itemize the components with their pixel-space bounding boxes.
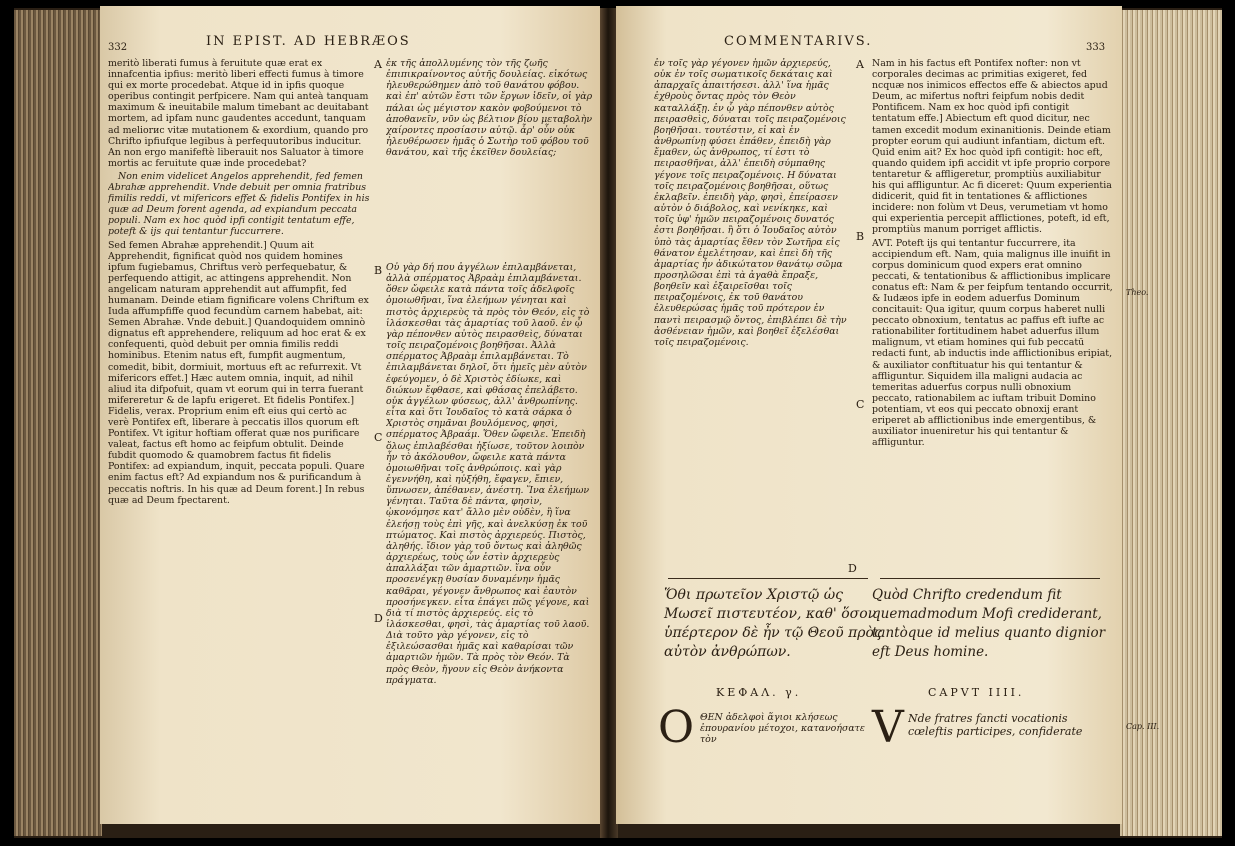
latin-paragraph: Sed femen Abrahæ apprehendit.] Quum ait Apprehendit, fignificat quòd nos quidem homines ipfum fugiebamus, Chriftus verò perfequebatur, & perfequendo attigit, ac attingens apprehendit. Non angelicam naturam apprehendit aut affumpfit, fed humanam. Deinde etiam fignificare volens Chriftum ex Iuda affumpfiffe quod fecundùm carnem habebat, ait: Semen Abrahæ. Vnde debuit.] Quandoquidem omninò dignatus eft apprehendere, reliquum ad hoc erat & ex confequenti, quòd debuit per omnia fimilis reddi hominibus. Etenim natus eft, fumpfit augmentum, comedit, bibit, dormiuit, mortuus eft ac refurrexit. Vt mifericors effet.] Hæc autem omnia, inquit, ad nihil aliud ita difpofuit, quam vt eorum qui in terra fuerant mifereretur & de lapfu erigeret. Et fidelis Pontifex.] Fidelis, verax. Proprium enim eft eius qui certò ac verè Pontifex eft, liberare à peccatis illos quorum eft Pontifex. Vt igitur hoftiam offerat quæ nos purificare valeat, factus eft homo ac feipfum obtulit. Deinde fubdit quomodo & quamobrem factus fit fidelis Pontifex: ad expiandum, inquit, peccata populi. Quare enim factus eft? Ad expiandum nos & purificandum à peccatis noftris. In his quæ ad Deum forent.] In rebus quæ ad Deum fpectarent. <box>108 239 369 506</box>
left-greek-main: Οὐ γὰρ δή που ἀγγέλων ἐπιλαμβάνεται, ἀλλὰ σπέρματος Ἀβραὰμ ἐπιλαμβάνεται. ὅθεν ὤφειλε κατὰ πάντα τοῖς ἀδελφοῖς ὁμοιωθῆναι, ἵνα ἐλεήμων γένηται καὶ πιστὸς ἀρχιερεὺς τὰ πρὸς τὸν Θεόν, εἰς τὸ ἱλάσκεσθαι τὰς ἁμαρτίας τοῦ λαοῦ. ἐν ᾧ γὰρ πέπονθεν αὐτὸς πειρασθεὶς, δύναται τοῖς πειραζομένοις βοηθῆσαι. Ἀλλὰ σπέρματος Ἀβραὰμ ἐπιλαμβάνεται. Τὸ ἐπιλαμβάνεται δηλοῖ, ὅτι ἡμεῖς μὲν αὐτὸν ἐφεύγομεν, ὁ δὲ Χριστὸς ἐδίωκε, καὶ διώκων ἔφθασε, καὶ φθάσας ἐπελάβετο. οὐκ ἀγγέλων φύσεως, ἀλλ' ἀνθρωπίνης. εἶτα καὶ ὅτι Ἰουδαῖος τὸ κατὰ σάρκα ὁ Χριστὸς σημᾶναι βουλόμενος, φησὶ, σπέρματος Ἀβραάμ. Ὅθεν ὤφειλε. Ἐπειδὴ ὅλως ἐπιλαβέσθαι ἠξίωσε, τοῦτον λοιπὸν ἦν τὸ ἀκόλουθον, ὤφειλε κατὰ πάντα ὁμοιωθῆναι τοῖς ἀνθρώποις. καὶ γὰρ ἐγεννήθη, καὶ ηὐξήθη, ἔφαγεν, ἔπιεν, ὕπνωσεν, ἀπέθανεν, ἀνέστη. Ἵνα ἐλεήμων γένηται. Ταῦτα δὲ πάντα, φησὶν, ᾠκονόμησε κατ' ἄλλο μὲν οὐδὲν, ἢ ἵνα ἐλεήσῃ τοὺς ἐπὶ γῆς, καὶ ἀνελκύσῃ ἐκ τοῦ πτώματος. Καὶ πιστὸς ἀρχιερεύς. Πιστὸς, ἀληθής. ἴδιον γὰρ τοῦ ὄντως καὶ ἀληθῶς ἀρχιερέως, τοὺς ὧν ἐστὶν ἀρχιερεὺς ἀπαλλάξαι τῶν ἁμαρτιῶν. ἵνα οὖν προσενέγκῃ θυσίαν δυναμένην ἡμᾶς καθᾶραι, γέγονεν ἄνθρωπος καὶ ἑαυτὸν προσήνεγκεν. εἶτα ἐπάγει πῶς γέγονε, καὶ διὰ τί πιστὸς ἀρχιερεύς. εἰς τὸ ἱλάσκεσθαι, φησὶ, τὰς ἁμαρτίας τοῦ λαοῦ. Διὰ τοῦτο γὰρ γέγονεν, εἰς τὸ ἐξιλεώσασθαι ἡμᾶς καὶ καθαρίσαι τῶν ἁμαρτιῶν ἡμῶν. Τὰ πρὸς τὸν Θεόν. Τὰ πρὸς Θεὸν, ἤγουν εἰς Θεὸν ἀνήκοντα πράγματα. <box>386 262 590 686</box>
divider-rule <box>668 578 868 579</box>
latin-chapter-summary: Quòd Chrifto credendum fit quemadmodum Mofi crediderant, tantòque id melius quanto dignior eft Deus homine. <box>872 587 1106 660</box>
greek-drop-cap: Ο <box>658 702 695 753</box>
right-running-head: COMMENTARIVS. <box>724 34 873 49</box>
latin-paragraph: meritò liberati fumus à feruitute quæ erat ex innafcentia ipfius: meritò liberi effecti fumus à timore qui ex morte procedebat. Atque id in ipfis quoque operibus contingit perfpicere. Nam qui anteà tanquam maximum & ineuitabile malum timebant ac deuitabant mortem, ad ipfam nunc gaudentes accedunt, tanquam ad meliorис vitæ mutationem & exordium, quando pro Chrifto ipfiufque legibus à perfequutoribus inducitur. An non ergo manifeftè liberauit nos Saluator à timore mortis ac feruitute quæ inde procedebat? <box>108 58 369 169</box>
greek-chapter-summary: Ὅθι πρωτεῖον Χριστῷ ὡς Μωσεῖ πιστευτέον, καθ' ὅσον ὑπέρτερον δὲ ἦν τῷ Θεοῦ πρὸς αὐτὸν ἀνθρώπων. <box>664 587 882 660</box>
left-page <box>100 6 600 824</box>
greek-chapter-heading: ΚΕΦΑΛ. γ. <box>716 686 802 699</box>
left-page-edges <box>14 10 102 836</box>
divider-rule <box>880 578 1100 579</box>
latin-opening-text: Nde fratres fancti vocationis cœleftis participes, confiderate <box>908 712 1083 738</box>
right-greek-column: ἐν τοῖς γὰρ γέγονεν ἡμῶν ἀρχιερεύς, οὐκ ἐν τοῖς σωματικοῖς δεκάταις καὶ ἀπαρχαῖς ἀπαιτήσεσι. ἀλλ' ἵνα ἡμᾶς ἐχθροὺς ὄντας πρὸς τὸν Θεὸν καταλλάξῃ. ἐν ᾧ γὰρ πέπονθεν αὐτὸς πειρασθεὶς, δύναται τοῖς πειραζομένοις βοηθῆσαι. τουτέστιν, εἰ καὶ ἐν ἀνθρωπίνῃ φύσει ἐπάθεν, ἐπειδὴ γὰρ ἔμαθεν, ὡς ἀνθρωπος, τί ἐστι τὸ πειρασθῆναι, ἀλλ' ἐπειδὴ σύμπαθης γέγονε τοῖς πειραζομένοις. Η δύναται τοῖς πειραζομένοις βοηθῆσαι, οὕτως ἐκλαβεῖν. ἐπειδὴ γὰρ, φησὶ, ἐπείρασεν αὐτὸν ὁ διάβολος, καὶ νενίκηκε, καὶ τοῖς ὑφ' ἡμῶν πειραζομένοις δυνατός ἐστι βοηθῆσαι. ἢ ὅτι ὁ Ἰουδαῖος αὐτὸν ὑπὸ τὰς ἁμαρτίας ἔθεν τὸν Σωτῆρα εἰς θάνατον ἐμελέτησαν, καὶ ἐπεὶ δὴ τῆς ἀμαρτίας ἦν ἀδικώτατον θανάτῳ σῶμα προσηλῶσαι ἐπὶ τὰ ἀγαθὰ ἔπραξε, βοηθεῖν καὶ ἐξαιρεῖσθαι τοῖς πειραζομένοις, ἐκ τοῦ θανάτου ἐλευθερώσας ἡμᾶς τοῦ πρότερον ἐν παντὶ πειρασμῷ ὄντος, ἐπιβλέπει δὲ τὴν ἀσθένειαν ἡμῶν, καὶ βοηθεῖ ἐξελέσθαι τοῖς πειραζομένοις. <box>654 58 847 348</box>
marker-b: B <box>856 230 865 243</box>
latin-chapter-heading: CAPVT IIII. <box>928 686 1025 699</box>
right-latin-column <box>872 58 1114 562</box>
greek-opening-text: ΘΕΝ ἀδελφοὶ ἅγιοι κλήσεως ἐπουρανίου μέτοχοι, κατανοήσατε τὸν <box>700 712 865 746</box>
marker-c: C <box>374 431 383 444</box>
chapter-side-note: Cap. III. <box>1126 722 1160 731</box>
marker-d: D <box>374 612 383 625</box>
latin-drop-cap: V <box>872 702 904 753</box>
marker-d: D <box>848 562 857 575</box>
latin-paragraph: Nam in his factus eft Pontifex nofter: non vt corporales decimas ac primitias exigeret, fed ncquæ nos inimicos effectos effe & abiectos apud Deum, ac mifertus noftri feipfum nobis dedit Pontificem. Nam ex hoc quòd ipfi contigit tentatum effe.] Abiectum eft quod dicitur, nec tamen excedit modum exinanitionis. Deinde etiam propter eorum qui audiunt infantiam, dictum eft. Quid enim ait? Ex hoc quòd ipfi contigit: hoc eft, quando quidem ipfi accidit vt ipfe proprio corpore tentaretur & affligeretur, promptiùs auxiliabitur his qui affliguntur. Ac fi diceret: Quum experientia didicerit, quid fit in tentationes & afflictiones incidere: non folùm vt Deus, verumetiam vt homo qui experientia percepit afflictiones, poteft, id eft, promptiùs manum porriget afflictis. <box>872 58 1112 236</box>
left-latin-column <box>108 58 370 810</box>
left-greek-intro: ἐκ τῆς ἀπολλυμένης τὸν τῆς ζωῆς ἐπιπικραίνοντος αὐτῆς δουλείας. εἰκότως ἠλευθερώθημεν ἀπὸ τοῦ θανάτου φόβου. καὶ ἐπ' αὐτῶν ἔστι τῶν ἔργων ἰδεῖν, οἱ γὰρ πάλαι ὡς μέγιστον κακὸν φοβούμενοι τὸ ἀποθανεῖν, νῦν ὡς βέλτιον βίου μεταβολὴν χαίροντες προσίασιν αὐτῷ. ἆρ' οὖν οὐκ ἠλευθέρωσεν ἡμᾶς ὁ Σωτὴρ τοῦ φόβου τοῦ θανάτου, καὶ τῆς ἐκεῖθεν δουλείας; <box>386 58 593 159</box>
left-page-number: 332 <box>108 42 128 53</box>
right-page-edges <box>1120 10 1222 836</box>
right-page-number: 333 <box>1086 42 1106 53</box>
latin-paragraph: AVT. Poteft ijs qui tentantur fuccurrere, ita accipiendum eft. Nam, quia malignus ille inuifit in corpus dominicum quod expers erat omnino peccati, & tentationibus & afflictionibus implicare conatus eft: Nam & per feipfum tentando occurrit, & Iudæos ipfe in eodem aduerfus Dominum concitauit: Qua igitur, quum corpus haberet nulli peccato obnoxium, tentatus ac paffus eft iufte ac rationabiliter fortitudinem habet aduerfus illum malignum, vt etiam homines qui fub peccatū redacti funt, ab inductis inde afflictionibus eripiat, & auxiliator conftituatur his qui tentantur & affliguntur. Siquidem illa maligni audacia ac temeritas aduerfus corpus nulli obnoxium peccato, rationabilem ac iuftam tribuit Domino potentiam, vt eos qui peccato obnoxij erant eriperet ab afflictionibus inde emergentibus, & auxiliator inueniretur his qui tentantur & affliguntur. <box>872 237 1113 449</box>
left-running-head: IN EPIST. AD HEBRÆOS <box>206 34 411 49</box>
marker-a: A <box>856 58 864 71</box>
latin-verse: Non enim videlicet Angelos apprehendit, fed femen Abrahæ apprehendit. Vnde debuit per omnia fratribus fimilis reddi, vt mifericors effet & fidelis Pontifex in his quæ ad Deum forent agenda, ad expiandum peccata populi. Nam ex hoc quòd ipfi contigit tentatum effe, poteft & ijs qui tentantur fuccurrere. <box>108 170 370 238</box>
marker-a: A <box>374 58 382 71</box>
marker-b: B <box>374 264 383 277</box>
theophylact-side-note: Theo. <box>1126 288 1149 297</box>
marker-c: C <box>856 398 865 411</box>
